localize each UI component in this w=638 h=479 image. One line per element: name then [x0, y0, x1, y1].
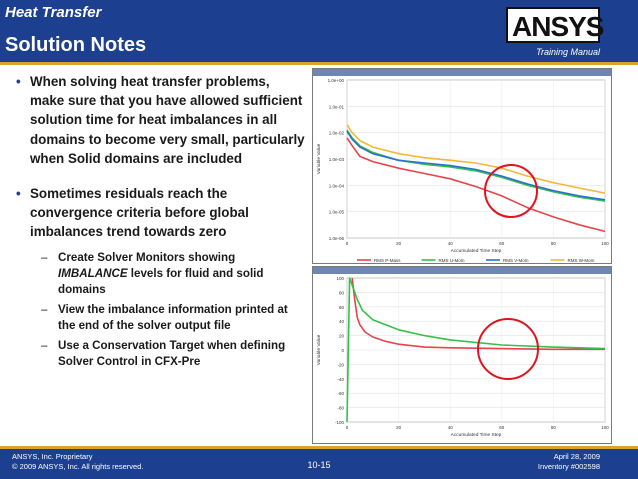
- x-axis-label: Accumulated Time Step: [450, 249, 502, 254]
- x-tick-label: 20: [396, 241, 402, 246]
- y-tick-label: 40: [338, 319, 344, 325]
- header-divider: [0, 62, 638, 65]
- bullet-text: Sometimes residuals reach the convergence criteria before global imbalances trend towards zero: [30, 186, 249, 240]
- y-tick-label: 80: [338, 290, 344, 296]
- y-tick-label: -100: [334, 420, 344, 425]
- x-tick-label: 60: [499, 241, 505, 246]
- ansys-logo: [506, 7, 604, 43]
- slide-content: [16, 72, 306, 374]
- inventory-label: Inventory #002598: [537, 462, 600, 471]
- y-tick-label: 20: [338, 333, 344, 339]
- x-tick-label: 40: [447, 425, 453, 430]
- bullet-item: [16, 184, 306, 242]
- y-tick-label: -20: [337, 362, 344, 368]
- x-tick-label: 80: [550, 241, 556, 246]
- chart-window-titlebar: [313, 267, 611, 274]
- x-tick-label: 0: [345, 241, 349, 246]
- date-label: April 28, 2009: [553, 452, 600, 461]
- y-tick-label: -60: [337, 391, 344, 397]
- sub-bullet-text: Use a Conservation Target when defining Solver Control in CFX-Pre: [58, 338, 286, 368]
- y-tick-label: -80: [337, 405, 344, 411]
- imbalance-chart-panel: [312, 266, 612, 444]
- legend-label: RMS W-Mom: [567, 257, 595, 263]
- logo-text: ANSYS: [512, 11, 604, 42]
- x-tick-label: 100: [601, 241, 609, 246]
- training-manual-label: Training Manual: [536, 47, 600, 57]
- bullet-icon: •: [16, 74, 21, 89]
- y-tick-label: 1.0e-01: [328, 104, 344, 110]
- y-tick-label: -40: [337, 376, 344, 382]
- y-tick-label: 1.0e-02: [328, 130, 344, 136]
- slide-header: [0, 0, 638, 62]
- x-tick-label: 40: [447, 241, 453, 246]
- y-tick-label: 1.0e-04: [328, 183, 344, 189]
- proprietary-label: ANSYS, Inc. Proprietary: [12, 452, 93, 461]
- y-tick-label: 0: [341, 348, 344, 353]
- sub-bullet-text: levels for fluid and solid domains: [58, 266, 264, 296]
- slide-number: 10-15: [307, 460, 331, 470]
- slide-footer: [0, 449, 638, 479]
- sub-bullet-emphasis: IMBALANCE: [58, 266, 128, 280]
- footer-right: [538, 452, 600, 472]
- y-axis-label: Variable Value: [317, 334, 322, 366]
- dash-icon: –: [41, 338, 48, 352]
- chart-window-titlebar: [313, 69, 611, 76]
- slide-title: Solution Notes: [5, 34, 147, 56]
- legend-label: RMS V-Mom: [503, 257, 529, 263]
- y-tick-label: 1.0e-06: [328, 236, 344, 241]
- imbalance-chart: [313, 274, 611, 444]
- residuals-chart-panel: [312, 68, 612, 264]
- sub-bullet-item: [16, 250, 306, 298]
- x-tick-label: 80: [550, 425, 556, 430]
- sub-bullet-item: [16, 338, 306, 370]
- legend-label: RMS P-Mass: [374, 257, 401, 263]
- sub-bullet-text: View the imbalance information printed at the end of the solver output file: [58, 302, 288, 332]
- legend-label: RMS U-Mom: [438, 257, 465, 263]
- y-tick-label: 100: [336, 276, 344, 281]
- x-tick-label: 20: [396, 425, 402, 430]
- dash-icon: –: [41, 302, 48, 316]
- y-tick-label: 1.0e+00: [327, 78, 344, 83]
- bullet-item: [16, 72, 306, 168]
- sub-bullet-text: Create Solver Monitors showing: [58, 250, 236, 264]
- y-tick-label: 1.0e-03: [328, 157, 344, 162]
- x-tick-label: 100: [601, 425, 609, 430]
- x-tick-label: 0: [345, 425, 349, 430]
- bullet-text: When solving heat transfer problems, make sure that you have allowed sufficient solution time for heat imbalances in all domains to become very small, particularly when Solid domains are included: [30, 74, 305, 166]
- x-tick-label: 60: [499, 425, 505, 430]
- copyright-label: © 2009 ANSYS, Inc. All rights reserved.: [12, 462, 144, 471]
- bullet-icon: •: [16, 186, 21, 202]
- course-title: Heat Transfer: [5, 4, 102, 21]
- dash-icon: –: [41, 250, 48, 264]
- y-tick-label: 60: [338, 304, 344, 310]
- x-axis-label: Accumulated Time Step: [450, 433, 502, 438]
- y-axis-label: Variable Value: [317, 143, 322, 175]
- residuals-chart: [313, 76, 611, 264]
- sub-bullet-item: [16, 302, 306, 334]
- y-tick-label: 1.0e-05: [328, 209, 344, 215]
